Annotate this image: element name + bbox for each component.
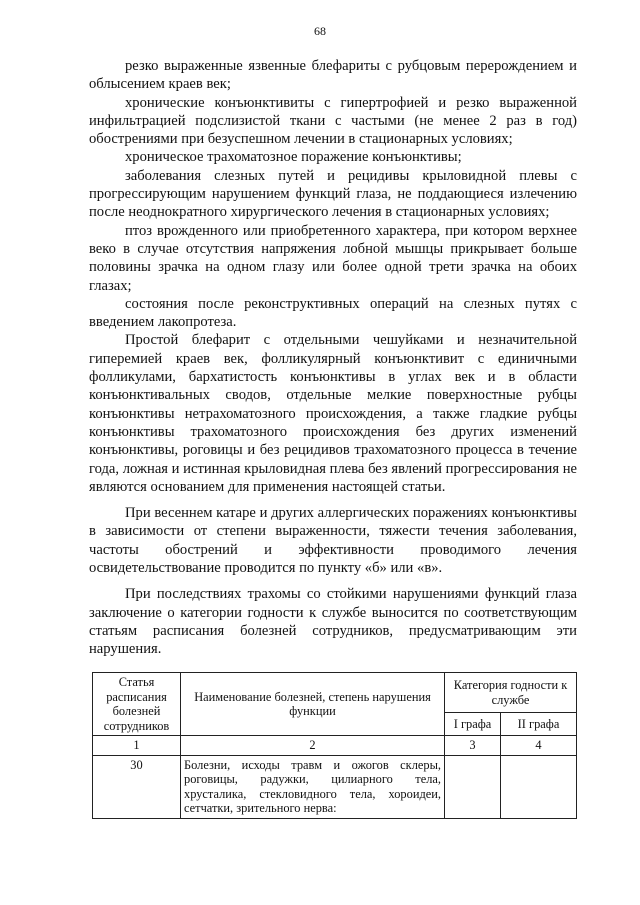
paragraph: хроническое трахоматозное поражение конъюнктивы; bbox=[125, 149, 462, 166]
graph-2-cell bbox=[501, 755, 577, 818]
column-number-row bbox=[93, 736, 577, 756]
table-row bbox=[93, 755, 577, 818]
header-category: Категория годности к службе bbox=[445, 673, 577, 713]
page-number: 68 bbox=[314, 24, 326, 38]
paragraph: заболевания слезных путей и рецидивы крыловидной плевы с прогрессирующим нарушением функций глаза, не поддающиеся излечению после неоднократного хирургического лечения в стационарных условиях; bbox=[89, 167, 577, 221]
header-article: Статья расписания болезней сотрудников bbox=[93, 673, 181, 736]
paragraph: Простой блефарит с отдельными чешуйками и незначительной гиперемией краев век, фолликулярный конъюнктивит с единичными фолликулами, бархатистость конъюнктивы в углах век и в области конъюнктивальных сводов, отдельные мелкие поверхностные рубцы конъюнктивы нетрахоматозного происхождения, а также гладкие рубцы конъюнктивы трахоматозного происхождения без других изменений конъюнктивы, роговицы и без рецидивов трахоматозного процесса в течение года, ложная и истинная крыловидная плева без явлений прогрессирования не являются основанием для применения настоящей статьи. bbox=[89, 332, 577, 495]
column-number: 3 bbox=[445, 736, 501, 756]
table-header-row bbox=[93, 673, 577, 713]
paragraph: При последствиях трахомы со стойкими нарушениями функций глаза заключение о категории годности к службе выносится по соответствующим статьям расписания болезней сотрудников, предусматривающим эти нарушения. bbox=[89, 586, 577, 658]
header-graph-2: II графа bbox=[501, 713, 577, 736]
header-disease: Наименование болезней, степень нарушения функции bbox=[181, 673, 445, 736]
paragraph: хронические конъюнктивиты с гипертрофией и резко выраженной инфильтрацией подслизистой ткани с частыми (не менее 2 раз в год) обострениями при безуспешном лечении в стационарных условиях; bbox=[89, 94, 577, 148]
graph-1-cell bbox=[445, 755, 501, 818]
column-number: 2 bbox=[181, 736, 445, 756]
paragraph: птоз врожденного или приобретенного характера, при котором верхнее веко в случае отсутствия напряжения лобной мышцы прикрывает больше половины зрачка на одном глазу или более одной трети зрачка на обоих глазах; bbox=[89, 222, 577, 294]
paragraph: При весеннем катаре и других аллергических поражениях конъюнктивы в зависимости от степени выраженности, тяжести течения заболевания, частоты обострений и эффективности проводимого лечения освидетельствование проводится по пункту «б» или «в». bbox=[89, 505, 577, 577]
header-graph-1: I графа bbox=[445, 713, 501, 736]
article-number: 30 bbox=[93, 755, 181, 818]
disease-description: Болезни, исходы травм и ожогов склеры, роговицы, радужки, цилиарного тела, хрусталика, стекловидного тела, хороидеи, сетчатки, зрительного нерва: bbox=[181, 755, 445, 818]
disease-table bbox=[92, 672, 577, 819]
column-number: 1 bbox=[93, 736, 181, 756]
paragraph: состояния после реконструктивных операций на слезных путях с введением лакопротеза. bbox=[89, 295, 577, 331]
body-text bbox=[89, 57, 577, 659]
paragraph: резко выраженные язвенные блефариты с рубцовым перерождением и облысением краев век; bbox=[89, 58, 577, 93]
column-number: 4 bbox=[501, 736, 577, 756]
